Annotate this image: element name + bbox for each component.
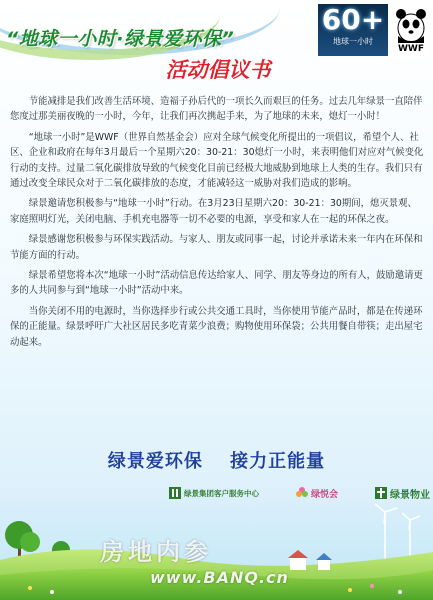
- slogan-left: 绿景爱环保: [107, 451, 203, 472]
- lvjing-property-logo-icon: [374, 486, 388, 500]
- paragraph-1: 节能减排是我们改善生活环境、造福子孙后代的一项长久而艰巨的任务。过去几年绿景一直陪伴您度过那美丽夜晚的一小时，今年，让我们再次携起手来，为了地球的未来，熄灯一小时！: [10, 96, 423, 123]
- paragraph-5: 绿景希望您将本次“地球一小时”活动信息传达给家人、同学、朋友等身边的所有人，鼓励邀请更多的人共同参与到“地球一小时”活动中来。: [10, 270, 423, 297]
- earth-hour-logo: [318, 4, 388, 56]
- sponsor-1-name: 绿景集团客户服务中心: [184, 488, 259, 498]
- earth-hour-60-mark: 60+: [321, 3, 385, 36]
- paragraph-3: 绿景邀请您积极参与“地球一小时”行动。在3月23日星期六20：30-21：30期间，熄灭景观、家庭照明灯光，关闭电脑、手机充电器等一切不必要的电源，享受和家人在一起的环保之夜。: [10, 198, 417, 225]
- sponsor-3: [374, 486, 430, 501]
- watermark-brand: 房地内参: [100, 538, 212, 566]
- paragraph-4: 绿景感谢您积极参与环保实践活动。与家人、朋友或同事一起，讨论并承诺未来一年内在环保和节能方面的行动。: [10, 234, 423, 261]
- slogan-right: 接力正能量: [230, 451, 326, 472]
- sponsor-3-name: 绿景物业: [389, 489, 430, 501]
- poster-subtitle: 活动倡议书: [165, 58, 271, 82]
- poster-headline: “地球一小时·绿景爱环保”: [6, 28, 235, 50]
- paragraph-2: “地球一小时”是WWF（世界自然基金会）应对全球气候变化所提出的一项倡议，希望个人、社区、企业和政府在每年3月最后一个星期六20：30-21：30熄灯一小时，来表明他们对应对气候变化行动的支持。过量二氧化碳排放导致的气候变化目前已经极大地威胁到地球上人类的生存。我们只有通过改变全球民众对于二氧化碳排放的态度，才能减轻这一威胁对我们造成的影响。: [10, 131, 424, 190]
- lvjing-logo-icon: [168, 486, 182, 500]
- sponsor-2-name: 绿悦会: [310, 489, 338, 500]
- slogan: [0, 447, 433, 473]
- sponsor-1: [168, 486, 259, 500]
- earth-hour-caption: 地球一小时: [333, 37, 373, 46]
- wind-turbine-icon: [375, 504, 420, 562]
- flower-icon: [295, 486, 309, 500]
- paragraph-6: 当你关闭不用的电源时，当你选择步行或公共交通工具时，当你使用节能产品时，都是在传递环保的正能量。绿景呼吁广大社区居民多吃青菜少浪费；购物使用环保袋；公共用餐自带筷；走出屋宅动起来。: [10, 305, 423, 348]
- wwf-label: WWF: [397, 44, 424, 54]
- initiative-body: [10, 94, 425, 355]
- wwf-logo: [392, 6, 430, 58]
- panda-icon: [394, 6, 428, 44]
- watermark-url: www.BANQ.cn: [150, 568, 289, 587]
- sponsor-2: [295, 486, 338, 500]
